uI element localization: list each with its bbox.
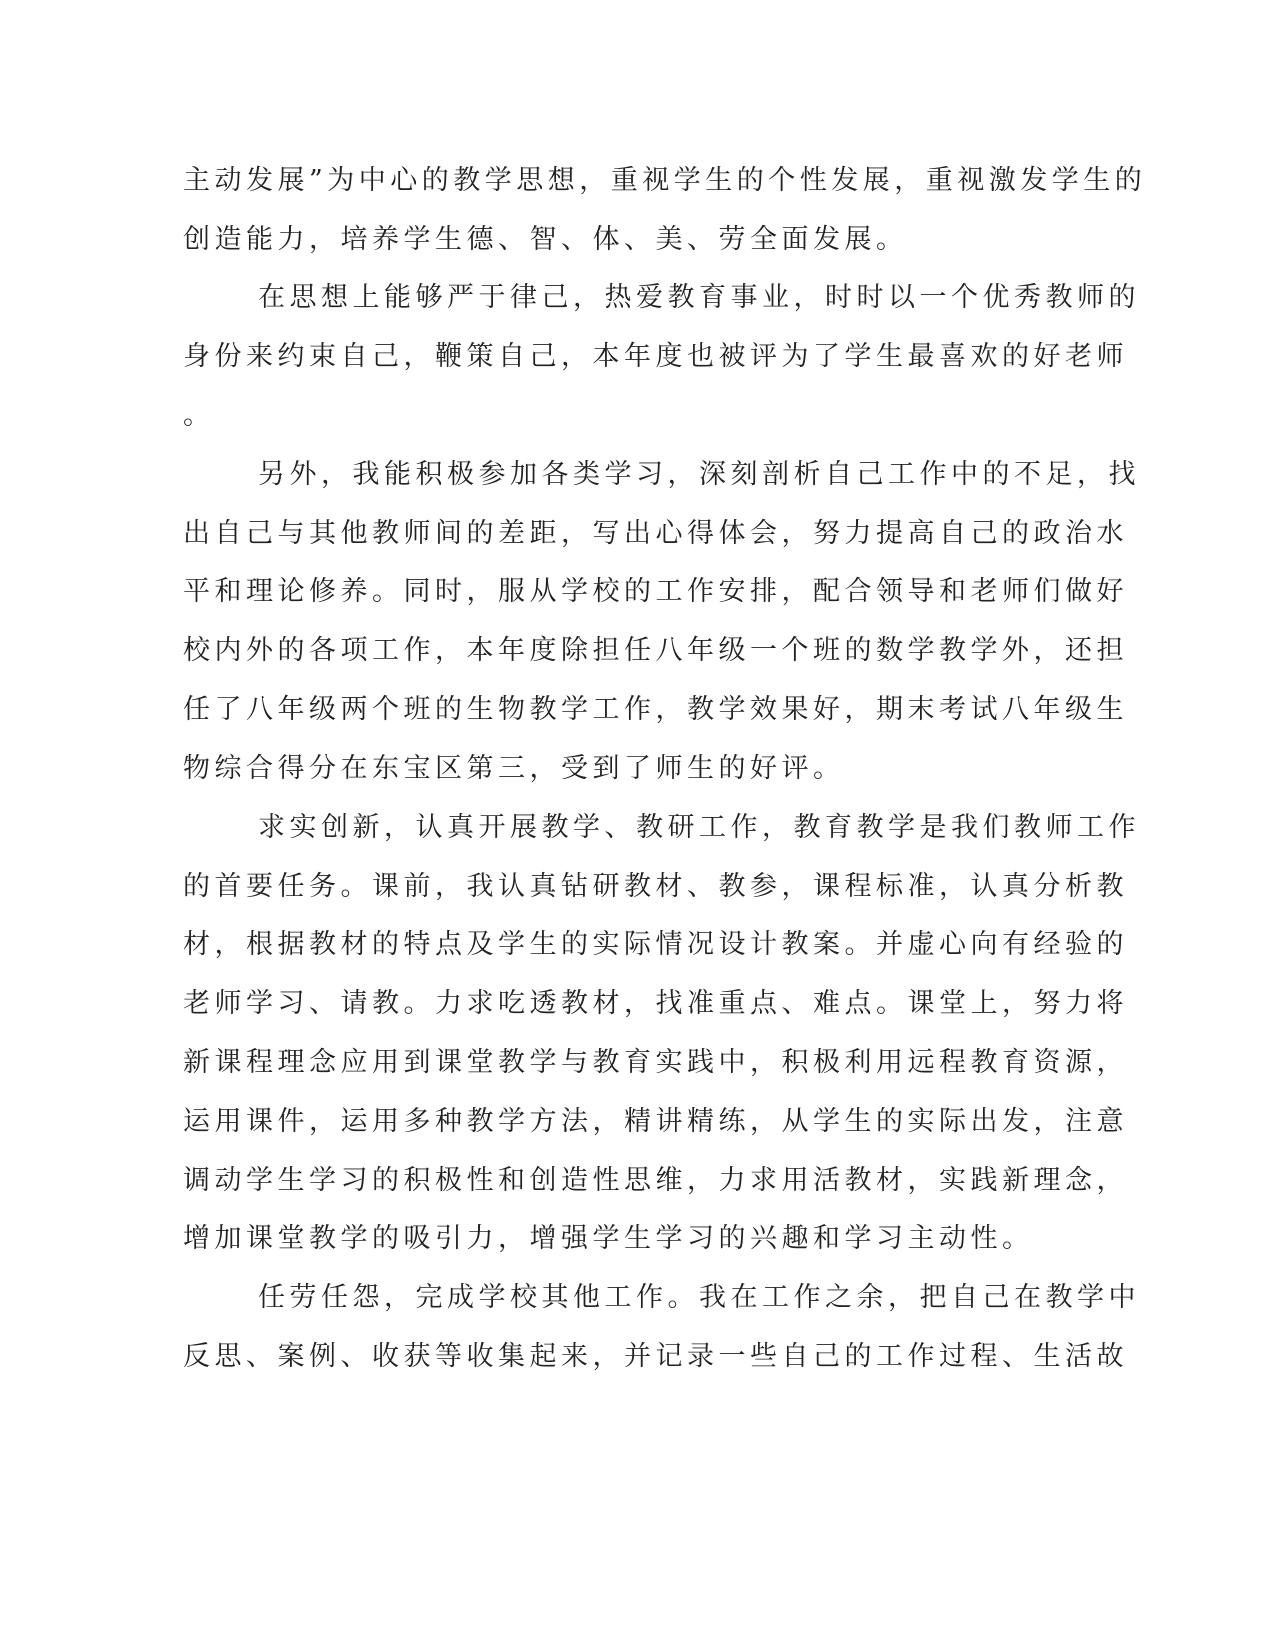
- text-line: 新课程理念应用到课堂教学与教育实践中，积极利用远程教育资源，: [183, 1047, 1128, 1078]
- text-line: 。: [183, 400, 215, 431]
- text-line: 的首要任务。课前，我认真钻研教材、教参，课程标准，认真分析教: [183, 871, 1128, 902]
- paragraph-first-line: 任劳任怨，完成学校其他工作。我在工作之余，把自己在教学中: [258, 1282, 1140, 1313]
- text-line: 出自己与其他教师间的差距，写出心得体会，努力提高自己的政治水: [183, 518, 1128, 549]
- text-line: 调动学生学习的积极性和创造性思维，力求用活教材，实践新理念，: [183, 1165, 1128, 1196]
- paragraph-first-line: 在思想上能够严于律己，热爱教育事业，时时以一个优秀教师的: [258, 282, 1140, 313]
- paragraph-first-line: 另外，我能积极参加各类学习，深刻剖析自己工作中的不足，找: [258, 459, 1140, 490]
- text-line: 增加课堂教学的吸引力，增强学生学习的兴趣和学习主动性。: [183, 1223, 1034, 1254]
- text-line: 反思、案例、收获等收集起来，并记录一些自己的工作过程、生活故: [183, 1341, 1128, 1372]
- text-line: 物综合得分在东宝区第三，受到了师生的好评。: [183, 753, 845, 784]
- text-line: 主动发展”为中心的教学思想，重视学生的个性发展，重视激发学生的: [183, 165, 1147, 196]
- text-line: 老师学习、请教。力求吃透教材，找准重点、难点。课堂上，努力将: [183, 988, 1128, 1019]
- text-line: 身份来约束自己，鞭策自己，本年度也被评为了学生最喜欢的好老师: [183, 341, 1128, 372]
- text-line: 创造能力，培养学生德、智、体、美、劳全面发展。: [183, 224, 908, 255]
- text-line: 校内外的各项工作，本年度除担任八年级一个班的数学教学外，还担: [183, 635, 1128, 666]
- text-line: 平和理论修养。同时，服从学校的工作安排，配合领导和老师们做好: [183, 576, 1128, 607]
- text-line: 任了八年级两个班的生物教学工作，教学效果好，期末考试八年级生: [183, 694, 1128, 725]
- paragraph-first-line: 求实创新，认真开展教学、教研工作，教育教学是我们教师工作: [258, 812, 1140, 843]
- text-line: 运用课件，运用多种教学方法，精讲精练，从学生的实际出发，注意: [183, 1106, 1128, 1137]
- text-line: 材，根据教材的特点及学生的实际情况设计教案。并虚心向有经验的: [183, 929, 1128, 960]
